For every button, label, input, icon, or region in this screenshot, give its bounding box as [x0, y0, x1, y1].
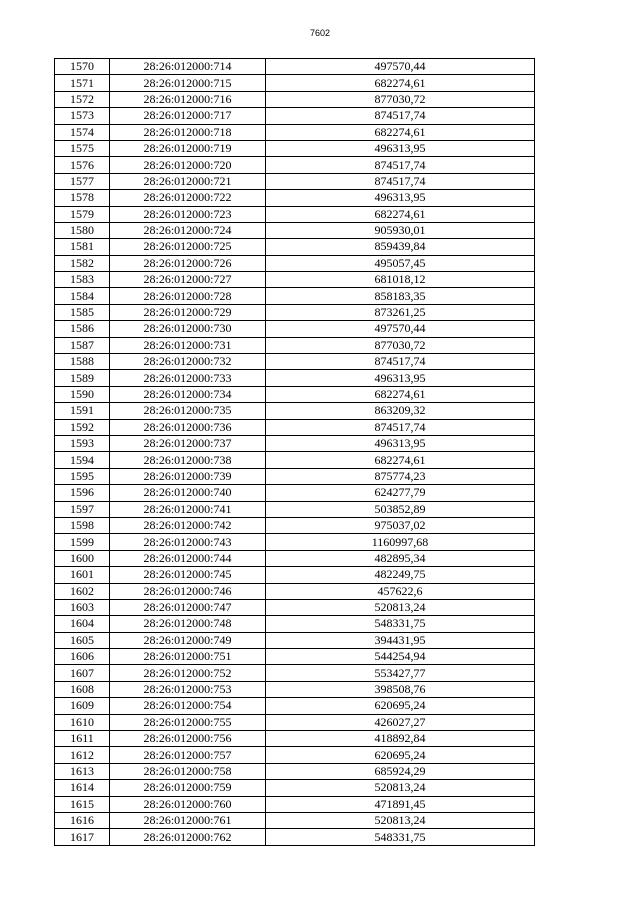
table-row [55, 337, 535, 353]
row-number-cell: 1576 [55, 157, 110, 173]
value-cell: 520813,24 [266, 599, 535, 615]
table-row [55, 632, 535, 648]
row-number-cell: 1601 [55, 567, 110, 583]
row-number-cell: 1584 [55, 288, 110, 304]
table-row [55, 796, 535, 812]
value-cell: 682274,61 [266, 124, 535, 140]
cadastral-number-cell: 28:26:012000:727 [110, 272, 266, 288]
value-cell: 394431,95 [266, 632, 535, 648]
cadastral-number-cell: 28:26:012000:721 [110, 173, 266, 189]
cadastral-number-cell: 28:26:012000:720 [110, 157, 266, 173]
value-cell: 685924,29 [266, 763, 535, 779]
value-cell: 471891,45 [266, 796, 535, 812]
page-number: 7602 [309, 28, 331, 38]
cadastral-number-cell: 28:26:012000:723 [110, 206, 266, 222]
value-cell: 520813,24 [266, 812, 535, 828]
table-row [55, 681, 535, 697]
cadastral-number-cell: 28:26:012000:733 [110, 370, 266, 386]
cadastral-number-cell: 28:26:012000:725 [110, 239, 266, 255]
row-number-cell: 1606 [55, 649, 110, 665]
table-row [55, 780, 535, 796]
table-row [55, 550, 535, 566]
row-number-cell: 1592 [55, 419, 110, 435]
row-number-cell: 1574 [55, 124, 110, 140]
cadastral-number-cell: 28:26:012000:751 [110, 649, 266, 665]
value-cell: 418892,84 [266, 731, 535, 747]
cadastral-number-cell: 28:26:012000:754 [110, 698, 266, 714]
value-cell: 863209,32 [266, 403, 535, 419]
value-cell: 681018,12 [266, 272, 535, 288]
table-row [55, 140, 535, 156]
value-cell: 548331,75 [266, 829, 535, 845]
row-number-cell: 1575 [55, 140, 110, 156]
row-number-cell: 1616 [55, 812, 110, 828]
value-cell: 858183,35 [266, 288, 535, 304]
row-number-cell: 1585 [55, 304, 110, 320]
table-row [55, 534, 535, 550]
cadastral-number-cell: 28:26:012000:719 [110, 140, 266, 156]
table-body [55, 59, 535, 846]
table-row [55, 517, 535, 533]
value-cell: 874517,74 [266, 157, 535, 173]
cadastral-number-cell: 28:26:012000:744 [110, 550, 266, 566]
row-number-cell: 1589 [55, 370, 110, 386]
value-cell: 874517,74 [266, 173, 535, 189]
table-row [55, 468, 535, 484]
row-number-cell: 1598 [55, 517, 110, 533]
cadastral-table [54, 58, 535, 846]
row-number-cell: 1582 [55, 255, 110, 271]
value-cell: 682274,61 [266, 206, 535, 222]
cadastral-number-cell: 28:26:012000:734 [110, 386, 266, 402]
table-row [55, 75, 535, 91]
cadastral-number-cell: 28:26:012000:718 [110, 124, 266, 140]
cadastral-number-cell: 28:26:012000:742 [110, 517, 266, 533]
row-number-cell: 1612 [55, 747, 110, 763]
cadastral-number-cell: 28:26:012000:732 [110, 354, 266, 370]
row-number-cell: 1603 [55, 599, 110, 615]
cadastral-number-cell: 28:26:012000:755 [110, 714, 266, 730]
cadastral-number-cell: 28:26:012000:759 [110, 780, 266, 796]
table-row [55, 567, 535, 583]
value-cell: 496313,95 [266, 190, 535, 206]
row-number-cell: 1573 [55, 108, 110, 124]
value-cell: 877030,72 [266, 91, 535, 107]
cadastral-number-cell: 28:26:012000:731 [110, 337, 266, 353]
value-cell: 682274,61 [266, 75, 535, 91]
value-cell: 975037,02 [266, 517, 535, 533]
cadastral-number-cell: 28:26:012000:761 [110, 812, 266, 828]
value-cell: 1160997,68 [266, 534, 535, 550]
cadastral-number-cell: 28:26:012000:756 [110, 731, 266, 747]
row-number-cell: 1599 [55, 534, 110, 550]
cadastral-number-cell: 28:26:012000:726 [110, 255, 266, 271]
table-row [55, 173, 535, 189]
value-cell: 553427,77 [266, 665, 535, 681]
value-cell: 874517,74 [266, 108, 535, 124]
value-cell: 859439,84 [266, 239, 535, 255]
value-cell: 496313,95 [266, 140, 535, 156]
value-cell: 682274,61 [266, 452, 535, 468]
value-cell: 877030,72 [266, 337, 535, 353]
table-row [55, 222, 535, 238]
row-number-cell: 1595 [55, 468, 110, 484]
value-cell: 496313,95 [266, 370, 535, 386]
table-row [55, 91, 535, 107]
row-number-cell: 1608 [55, 681, 110, 697]
row-number-cell: 1615 [55, 796, 110, 812]
row-number-cell: 1578 [55, 190, 110, 206]
row-number-cell: 1614 [55, 780, 110, 796]
table-row [55, 386, 535, 402]
cadastral-number-cell: 28:26:012000:738 [110, 452, 266, 468]
cadastral-number-cell: 28:26:012000:716 [110, 91, 266, 107]
cadastral-number-cell: 28:26:012000:717 [110, 108, 266, 124]
table-row [55, 501, 535, 517]
row-number-cell: 1591 [55, 403, 110, 419]
value-cell: 426027,27 [266, 714, 535, 730]
table-row [55, 583, 535, 599]
cadastral-number-cell: 28:26:012000:741 [110, 501, 266, 517]
row-number-cell: 1611 [55, 731, 110, 747]
table-row [55, 485, 535, 501]
value-cell: 620695,24 [266, 698, 535, 714]
table-row [55, 649, 535, 665]
row-number-cell: 1617 [55, 829, 110, 845]
cadastral-number-cell: 28:26:012000:728 [110, 288, 266, 304]
row-number-cell: 1571 [55, 75, 110, 91]
table-row [55, 763, 535, 779]
row-number-cell: 1596 [55, 485, 110, 501]
row-number-cell: 1597 [55, 501, 110, 517]
cadastral-number-cell: 28:26:012000:729 [110, 304, 266, 320]
table-row [55, 698, 535, 714]
table-row [55, 665, 535, 681]
value-cell: 497570,44 [266, 59, 535, 75]
row-number-cell: 1605 [55, 632, 110, 648]
row-number-cell: 1610 [55, 714, 110, 730]
row-number-cell: 1604 [55, 616, 110, 632]
cadastral-number-cell: 28:26:012000:715 [110, 75, 266, 91]
table-row [55, 239, 535, 255]
row-number-cell: 1613 [55, 763, 110, 779]
value-cell: 624277,79 [266, 485, 535, 501]
table-row [55, 419, 535, 435]
cadastral-number-cell: 28:26:012000:747 [110, 599, 266, 615]
row-number-cell: 1590 [55, 386, 110, 402]
value-cell: 398508,76 [266, 681, 535, 697]
cadastral-number-cell: 28:26:012000:730 [110, 321, 266, 337]
value-cell: 482249,75 [266, 567, 535, 583]
table-row [55, 288, 535, 304]
value-cell: 905930,01 [266, 222, 535, 238]
row-number-cell: 1572 [55, 91, 110, 107]
table-row [55, 59, 535, 75]
table-row [55, 206, 535, 222]
row-number-cell: 1577 [55, 173, 110, 189]
table-row [55, 304, 535, 320]
value-cell: 497570,44 [266, 321, 535, 337]
row-number-cell: 1570 [55, 59, 110, 75]
value-cell: 875774,23 [266, 468, 535, 484]
table-row [55, 731, 535, 747]
table-row [55, 354, 535, 370]
table-row [55, 124, 535, 140]
cadastral-number-cell: 28:26:012000:737 [110, 435, 266, 451]
table-row [55, 370, 535, 386]
table-row [55, 108, 535, 124]
value-cell: 874517,74 [266, 354, 535, 370]
value-cell: 620695,24 [266, 747, 535, 763]
row-number-cell: 1600 [55, 550, 110, 566]
table-row [55, 190, 535, 206]
table-row [55, 321, 535, 337]
value-cell: 496313,95 [266, 435, 535, 451]
cadastral-number-cell: 28:26:012000:746 [110, 583, 266, 599]
row-number-cell: 1607 [55, 665, 110, 681]
row-number-cell: 1586 [55, 321, 110, 337]
row-number-cell: 1593 [55, 435, 110, 451]
cadastral-number-cell: 28:26:012000:749 [110, 632, 266, 648]
cadastral-number-cell: 28:26:012000:736 [110, 419, 266, 435]
cadastral-number-cell: 28:26:012000:735 [110, 403, 266, 419]
value-cell: 874517,74 [266, 419, 535, 435]
cadastral-number-cell: 28:26:012000:740 [110, 485, 266, 501]
table-row [55, 616, 535, 632]
cadastral-number-cell: 28:26:012000:745 [110, 567, 266, 583]
table-row [55, 452, 535, 468]
row-number-cell: 1583 [55, 272, 110, 288]
cadastral-number-cell: 28:26:012000:714 [110, 59, 266, 75]
table-row [55, 157, 535, 173]
cadastral-number-cell: 28:26:012000:722 [110, 190, 266, 206]
value-cell: 495057,45 [266, 255, 535, 271]
cadastral-number-cell: 28:26:012000:757 [110, 747, 266, 763]
table-row [55, 403, 535, 419]
value-cell: 503852,89 [266, 501, 535, 517]
cadastral-number-cell: 28:26:012000:760 [110, 796, 266, 812]
value-cell: 682274,61 [266, 386, 535, 402]
row-number-cell: 1579 [55, 206, 110, 222]
cadastral-number-cell: 28:26:012000:753 [110, 681, 266, 697]
table-row [55, 435, 535, 451]
row-number-cell: 1602 [55, 583, 110, 599]
cadastral-number-cell: 28:26:012000:748 [110, 616, 266, 632]
table-row [55, 599, 535, 615]
value-cell: 873261,25 [266, 304, 535, 320]
cadastral-number-cell: 28:26:012000:743 [110, 534, 266, 550]
table-row [55, 272, 535, 288]
table-row [55, 812, 535, 828]
value-cell: 548331,75 [266, 616, 535, 632]
cadastral-number-cell: 28:26:012000:739 [110, 468, 266, 484]
cadastral-number-cell: 28:26:012000:758 [110, 763, 266, 779]
value-cell: 544254,94 [266, 649, 535, 665]
table-row [55, 255, 535, 271]
table-row [55, 747, 535, 763]
row-number-cell: 1594 [55, 452, 110, 468]
value-cell: 520813,24 [266, 780, 535, 796]
table-row [55, 829, 535, 845]
row-number-cell: 1580 [55, 222, 110, 238]
cadastral-number-cell: 28:26:012000:724 [110, 222, 266, 238]
value-cell: 482895,34 [266, 550, 535, 566]
row-number-cell: 1588 [55, 354, 110, 370]
value-cell: 457622,6 [266, 583, 535, 599]
row-number-cell: 1581 [55, 239, 110, 255]
cadastral-number-cell: 28:26:012000:762 [110, 829, 266, 845]
row-number-cell: 1609 [55, 698, 110, 714]
table-row [55, 714, 535, 730]
row-number-cell: 1587 [55, 337, 110, 353]
cadastral-number-cell: 28:26:012000:752 [110, 665, 266, 681]
